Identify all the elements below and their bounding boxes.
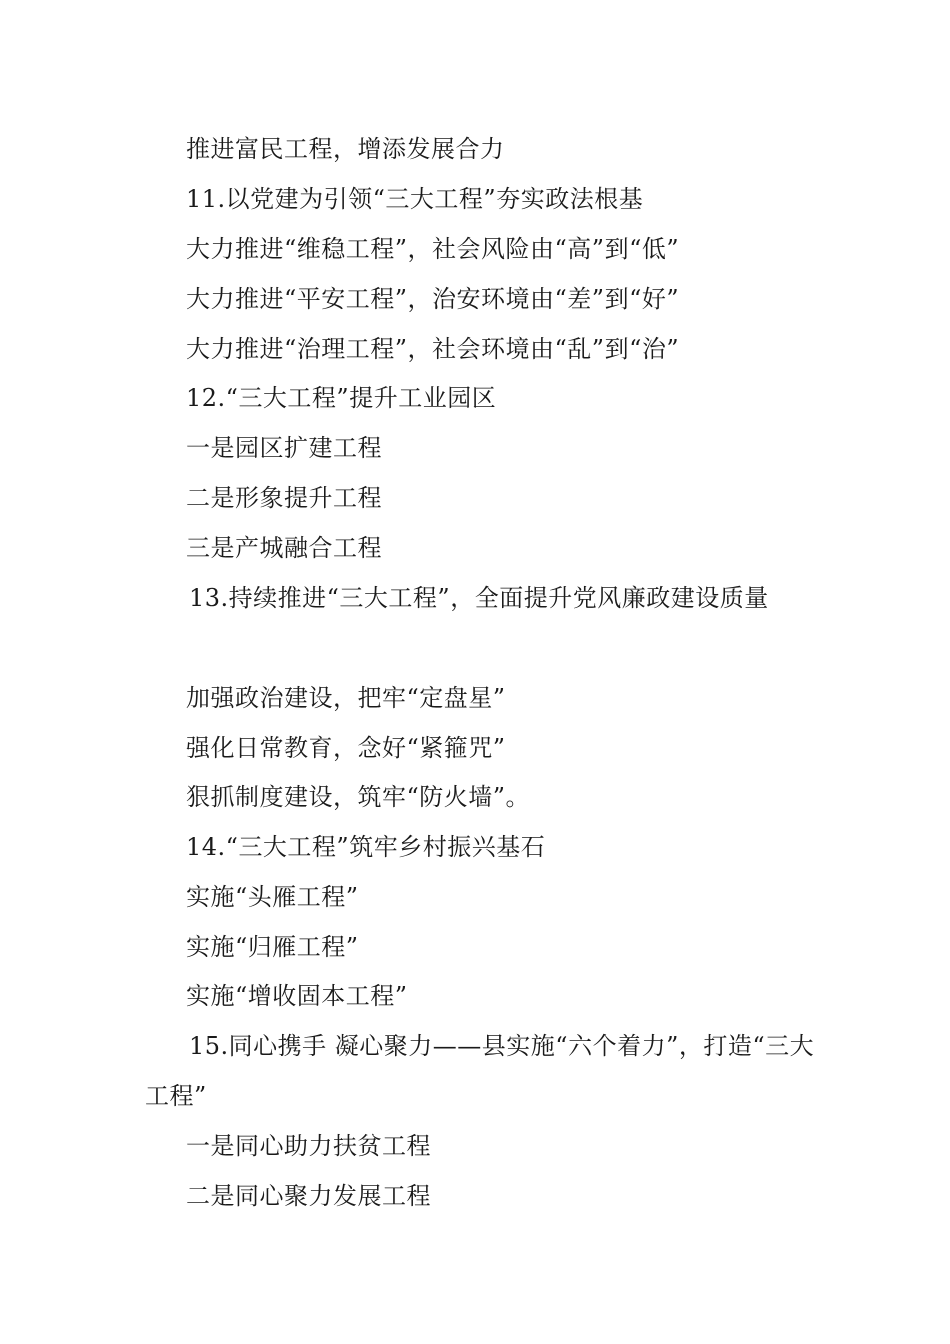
paragraph-line-3: 大力推进“维稳工程”，社会风险由“高”到“低”: [186, 235, 680, 263]
heading-item-13: 13.持续推进“三大工程”，全面提升党风廉政建设质量: [189, 584, 769, 612]
paragraph-line-5: 大力推进“治理工程”，社会环境由“乱”到“治”: [186, 335, 680, 363]
paragraph-line-8: 二是形象提升工程: [186, 484, 382, 512]
paragraph-line-15: 实施“头雁工程”: [186, 883, 359, 911]
paragraph-line-19: 一是同心助力扶贫工程: [186, 1132, 431, 1160]
paragraph-line-7: 一是园区扩建工程: [186, 434, 382, 462]
heading-item-11: 11.以党建为引领“三大工程”夯实政法根基: [186, 185, 644, 213]
paragraph-line-9: 三是产城融合工程: [186, 534, 382, 562]
paragraph-line-20: 二是同心聚力发展工程: [186, 1182, 431, 1210]
paragraph-line-16: 实施“归雁工程”: [186, 933, 359, 961]
paragraph-line-11: 加强政治建设，把牢“定盘星”: [186, 684, 506, 712]
heading-item-15: 15.同心携手 凝心聚力——县实施“六个着力”，打造“三大工程”: [145, 1032, 815, 1110]
paragraph-line-1: 推进富民工程，增添发展合力: [186, 135, 505, 163]
paragraph-line-4: 大力推进“平安工程”，治安环境由“差”到“好”: [186, 285, 680, 313]
paragraph-line-12: 强化日常教育，念好“紧箍咒”: [186, 734, 506, 762]
heading-item-12: 12.“三大工程”提升工业园区: [186, 384, 497, 412]
heading-item-14: 14.“三大工程”筑牢乡村振兴基石: [186, 833, 546, 861]
paragraph-line-13: 狠抓制度建设，筑牢“防火墙”。: [186, 783, 531, 811]
paragraph-line-17: 实施“增收固本工程”: [186, 982, 408, 1010]
